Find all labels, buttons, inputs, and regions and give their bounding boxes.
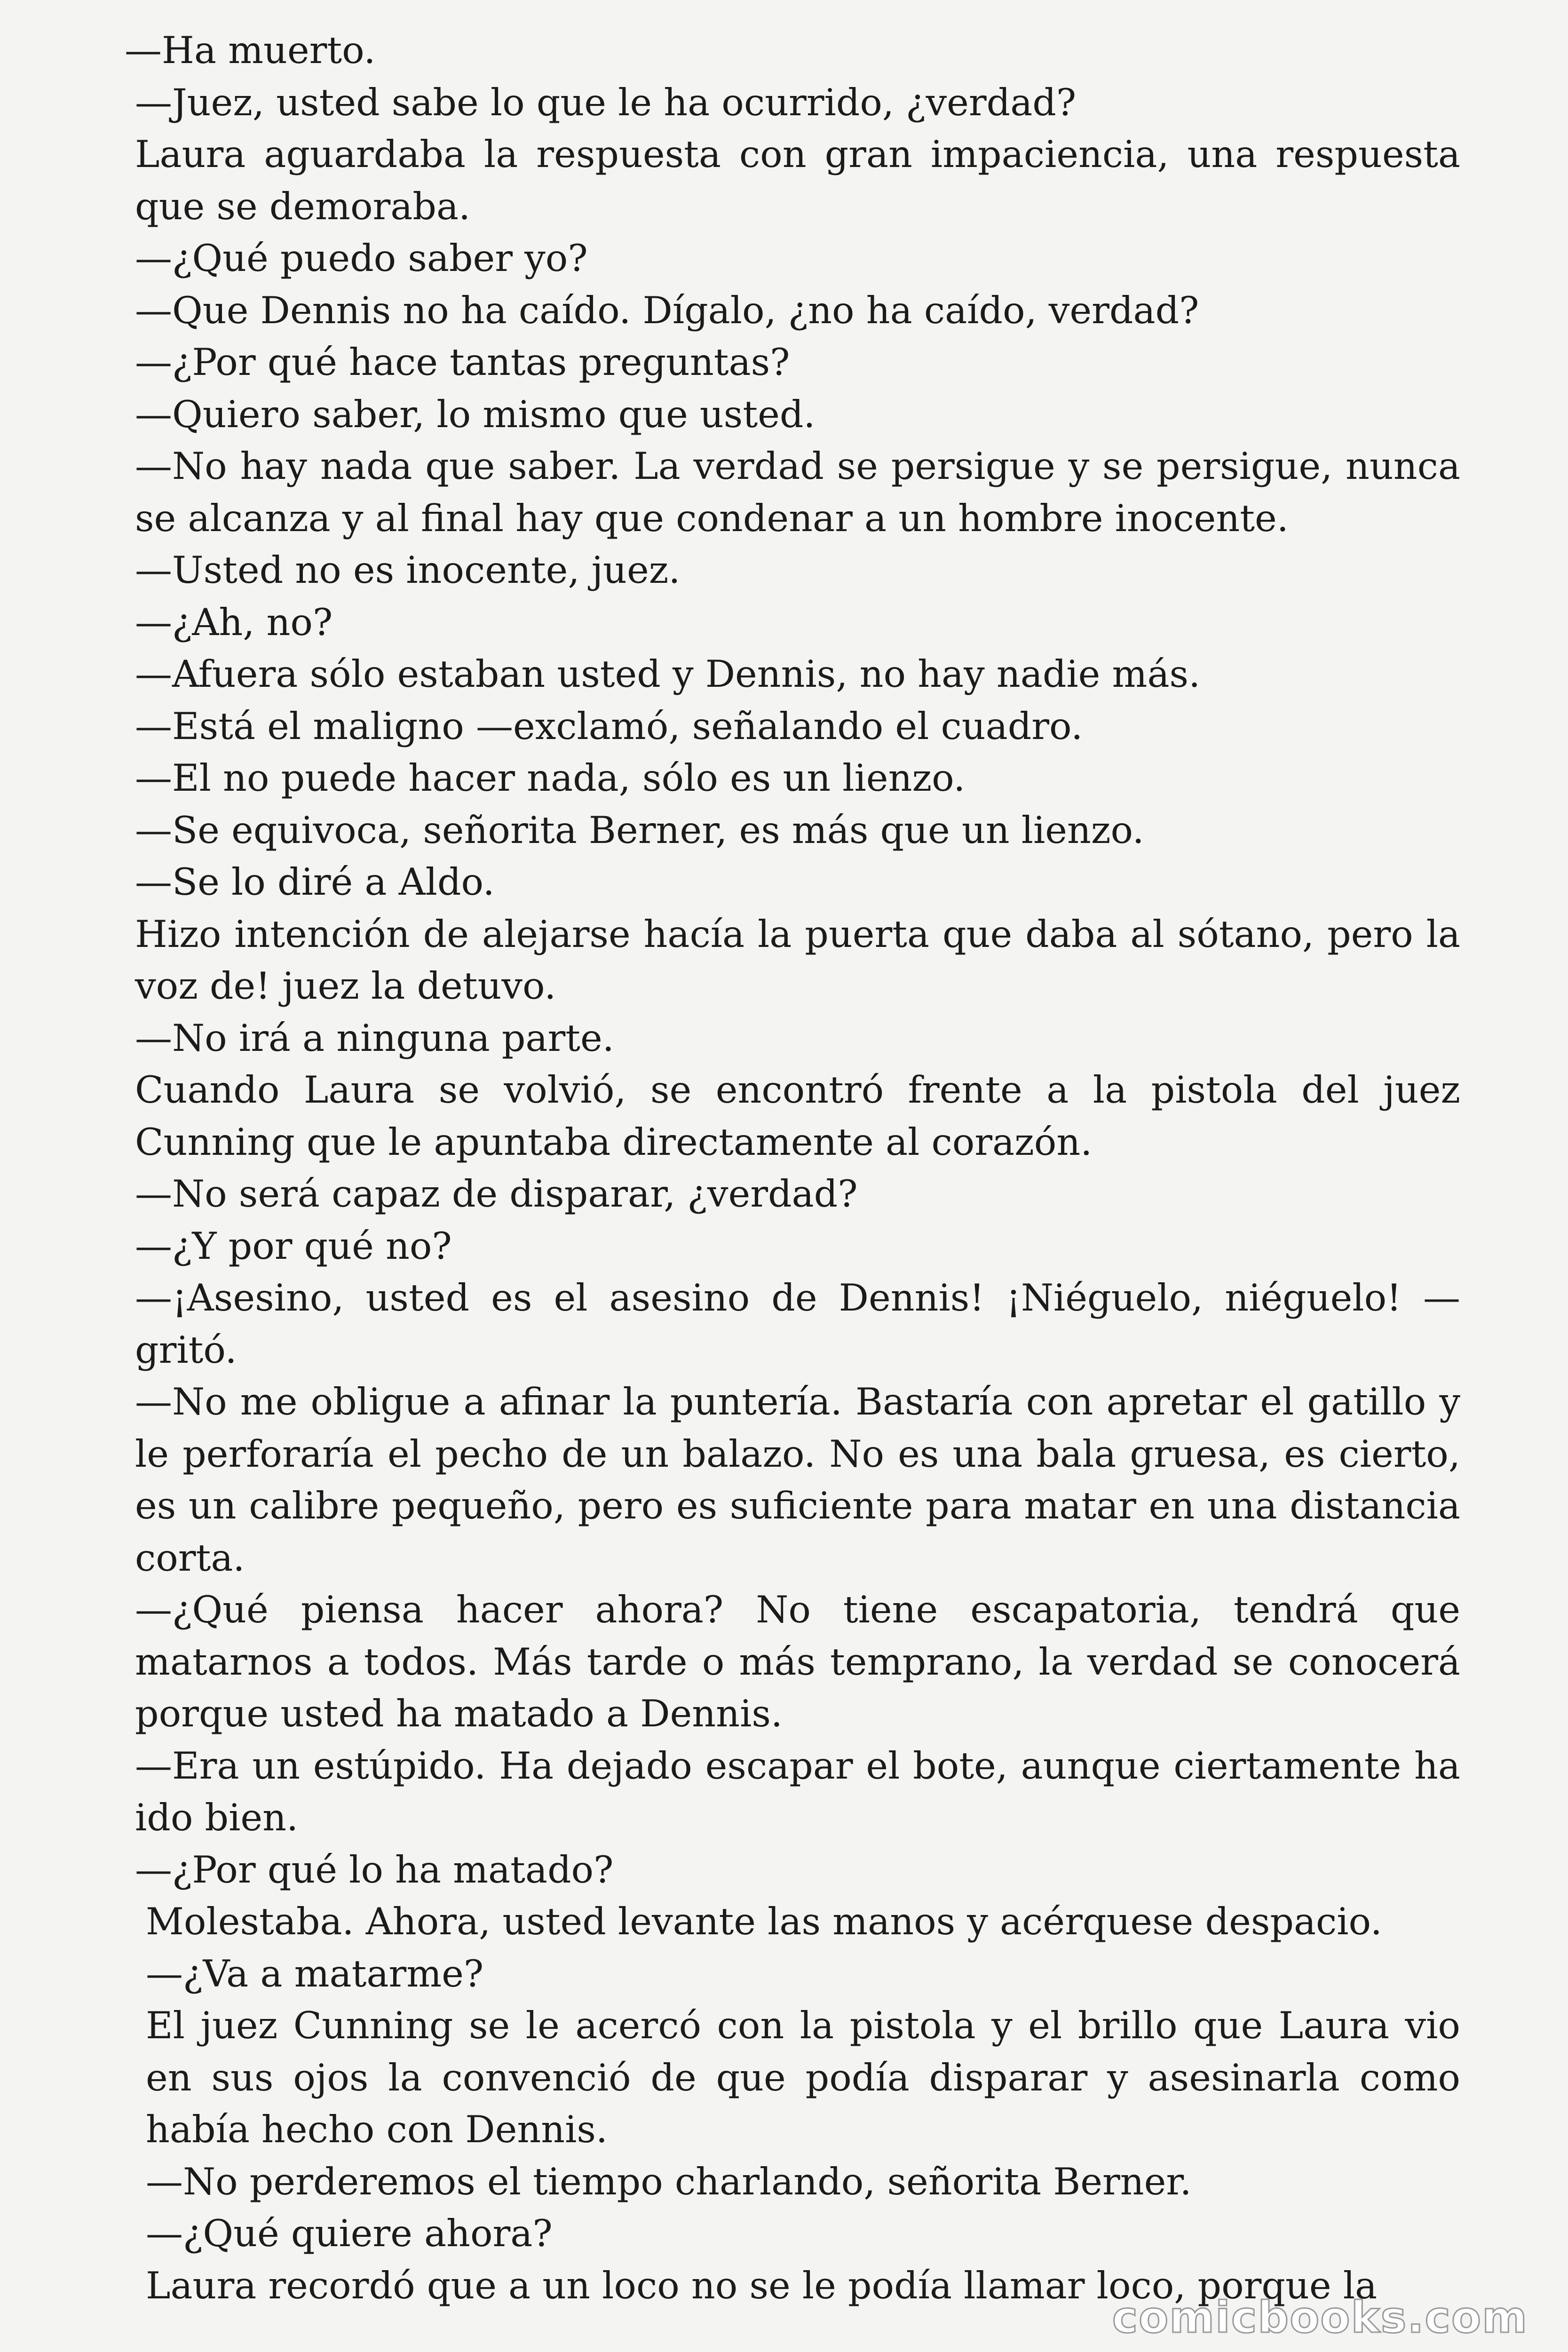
paragraph: Hizo intención de alejarse hacía la puerta que daba al sótano, pero la voz de! juez la detuvo.: [135, 912, 1460, 1008]
paragraph: —Quiero saber, lo mismo que usted.: [135, 392, 816, 436]
paragraph: —Usted no es inocente, juez.: [135, 548, 681, 592]
paragraph: —El no puede hacer nada, sólo es un lienzo.: [135, 756, 966, 800]
paragraph: —No hay nada que saber. La verdad se persigue y se persigue, nunca se alcanza y al final hay que condenar a un hombre inocente.: [135, 445, 1460, 540]
paragraph: —¡Asesino, usted es el asesino de Dennis! ¡Niéguelo, niéguelo! —gritó.: [135, 1276, 1460, 1372]
paragraph: —Se equivoca, señorita Berner, es más que un lienzo.: [135, 808, 1144, 852]
paragraph: —Que Dennis no ha caído. Dígalo, ¿no ha caído, verdad?: [135, 288, 1199, 332]
paragraph: —¿Va a matarme?: [146, 1952, 484, 1995]
paragraph: —Se lo diré a Aldo.: [135, 860, 495, 904]
paragraph: Laura aguardaba la respuesta con gran impaciencia, una respuesta que se demoraba.: [135, 133, 1460, 228]
paragraph: —No irá a ninguna parte.: [135, 1016, 614, 1060]
paragraph: —¿Por qué hace tantas preguntas?: [135, 341, 790, 384]
paragraph: —No me obligue a afinar la puntería. Bastaría con apretar el gatillo y le perforaría el pecho de un balazo. No es una bala gruesa, es cierto, es un calibre pequeño, pero es suficiente para matar en una distancia corta.: [135, 1380, 1460, 1580]
paragraph: —Está el maligno —exclamó, señalando el cuadro.: [135, 704, 1083, 748]
paragraph: Cuando Laura se volvió, se encontró frente a la pistola del juez Cunning que le apuntaba directamente al corazón.: [135, 1068, 1460, 1164]
paragraph: —Era un estúpido. Ha dejado escapar el bote, aunque ciertamente ha ido bien.: [135, 1744, 1460, 1839]
paragraph: —¿Y por qué no?: [135, 1224, 452, 1268]
paragraph: —No perderemos el tiempo charlando, señorita Berner.: [146, 2160, 1192, 2203]
paragraph: —¿Qué piensa hacer ahora? No tiene escapatoria, tendrá que matarnos a todos. Más tarde o más temprano, la verdad se conocerá porque usted ha matado a Dennis.: [135, 1588, 1460, 1735]
paragraph: —¿Ah, no?: [135, 600, 333, 644]
watermark-logo: comicbooks.com: [1112, 2292, 1528, 2343]
paragraph: —Ha muerto.: [125, 29, 376, 72]
paragraph: Laura recordó que a un loco no se le podía llamar loco, porque la: [146, 2264, 1378, 2307]
paragraph: —¿Por qué lo ha matado?: [135, 1848, 614, 1891]
paragraph: —No será capaz de disparar, ¿verdad?: [135, 1172, 858, 1216]
paragraph: —Juez, usted sabe lo que le ha ocurrido, ¿verdad?: [135, 80, 1077, 124]
page-text: [125, 24, 1460, 2312]
paragraph: El juez Cunning se le acercó con la pistola y el brillo que Laura vio en sus ojos la convenció de que podía disparar y asesinarla como había hecho con Dennis.: [146, 2004, 1460, 2151]
paragraph: Molestaba. Ahora, usted levante las manos y acérquese despacio.: [146, 1900, 1382, 1943]
paragraph: —Afuera sólo estaban usted y Dennis, no hay nadie más.: [135, 652, 1201, 696]
paragraph: —¿Qué puedo saber yo?: [135, 237, 588, 280]
paragraph: —¿Qué quiere ahora?: [146, 2212, 553, 2255]
